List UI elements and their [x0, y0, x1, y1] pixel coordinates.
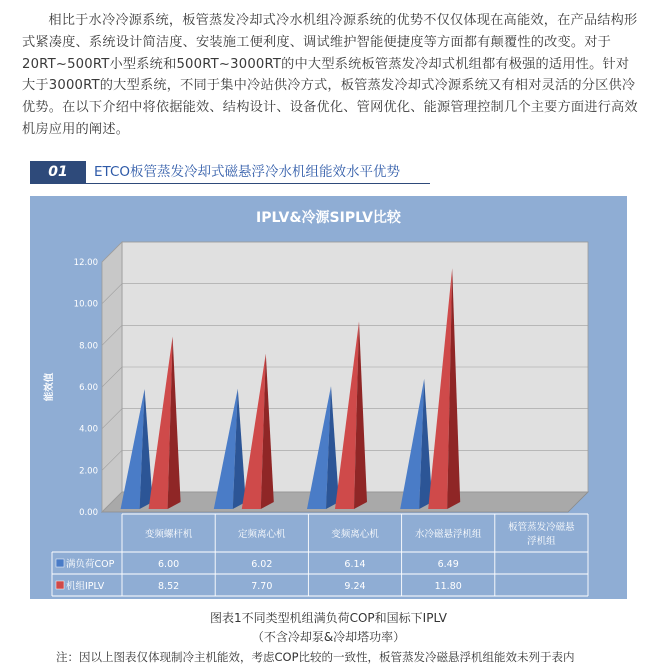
data-label: 6.00 — [158, 559, 180, 570]
iplv-chart — [30, 196, 627, 599]
y-tick-label: 6.00 — [79, 383, 98, 393]
chart-note: 注：因以上图表仅体现制冷主机能效，考虑COP比较的一致性，板管蒸发冷磁悬浮机组能效未列于表内 — [56, 650, 575, 664]
intro-paragraph: 相比于水冷冷源系统，板管蒸发冷却式冷水机组冷源系统的优势不仅仅体现在高能效，在产品结构形式紧凑度、系统设计简洁度、安装施工便利度、调试维护智能便捷度等方面都有颠覆性的改变。对于20RT~500RT小型系统和500RT~3000RT的中大型系统板管蒸发冷却式机组都有极强的适用性。针对大于3000RT的大型系统，不同于集中冷站供冷方式，板管蒸发冷却式冷源系统又有相对灵活的分区供冷优势。在以下介绍中将依据能效、结构设计、设备优化、管网优化、能源管理控制几个主要方面进行高效机房应用的阐述。 — [22, 13, 638, 137]
section-number: 01 — [30, 161, 86, 183]
legend-swatch-cop — [56, 559, 64, 567]
chart-caption: 图表1不同类型机组满负荷COP和国标下IPLV — [209, 611, 448, 625]
legend-label: 满负荷COP — [66, 559, 115, 570]
chart-container — [30, 196, 627, 599]
data-label: 6.02 — [251, 559, 273, 570]
data-label: 11.80 — [434, 581, 462, 592]
category-label: 板管蒸发冷磁悬 — [508, 522, 575, 533]
category-label: 变频螺杆机 — [144, 529, 193, 540]
chart-title: IPLV&冷源SIPLV比较 — [256, 210, 401, 226]
y-tick-label: 10.00 — [73, 299, 98, 310]
y-tick-label: 8.00 — [79, 341, 98, 352]
y-tick-label: 4.00 — [79, 424, 98, 435]
legend-label: 机组IPLV — [66, 581, 105, 592]
chart-caption-sub: （不含冷却泵&冷却塔功率） — [251, 630, 406, 644]
y-axis-label: 能效值 — [44, 372, 55, 402]
category-label: 变频离心机 — [331, 529, 379, 540]
category-label: 定频离心机 — [238, 529, 286, 540]
data-label: 6.14 — [344, 559, 366, 570]
category-label: 水冷磁悬浮机组 — [414, 529, 482, 540]
category-label-cont: 浮机组 — [527, 536, 556, 547]
y-tick-label: 0.00 — [79, 508, 98, 518]
data-label: 8.52 — [158, 581, 180, 592]
section-divider — [30, 183, 430, 184]
y-tick-label: 2.00 — [79, 466, 98, 477]
section-header — [30, 161, 430, 183]
data-label: 9.24 — [344, 581, 366, 592]
section-title: ETCO板管蒸发冷却式磁悬浮冷水机组能效水平优势 — [94, 164, 401, 180]
data-label: 7.70 — [251, 581, 273, 592]
y-tick-label: 12.00 — [73, 258, 98, 268]
data-label: 6.49 — [437, 559, 459, 570]
legend-swatch-iplv — [56, 581, 64, 589]
